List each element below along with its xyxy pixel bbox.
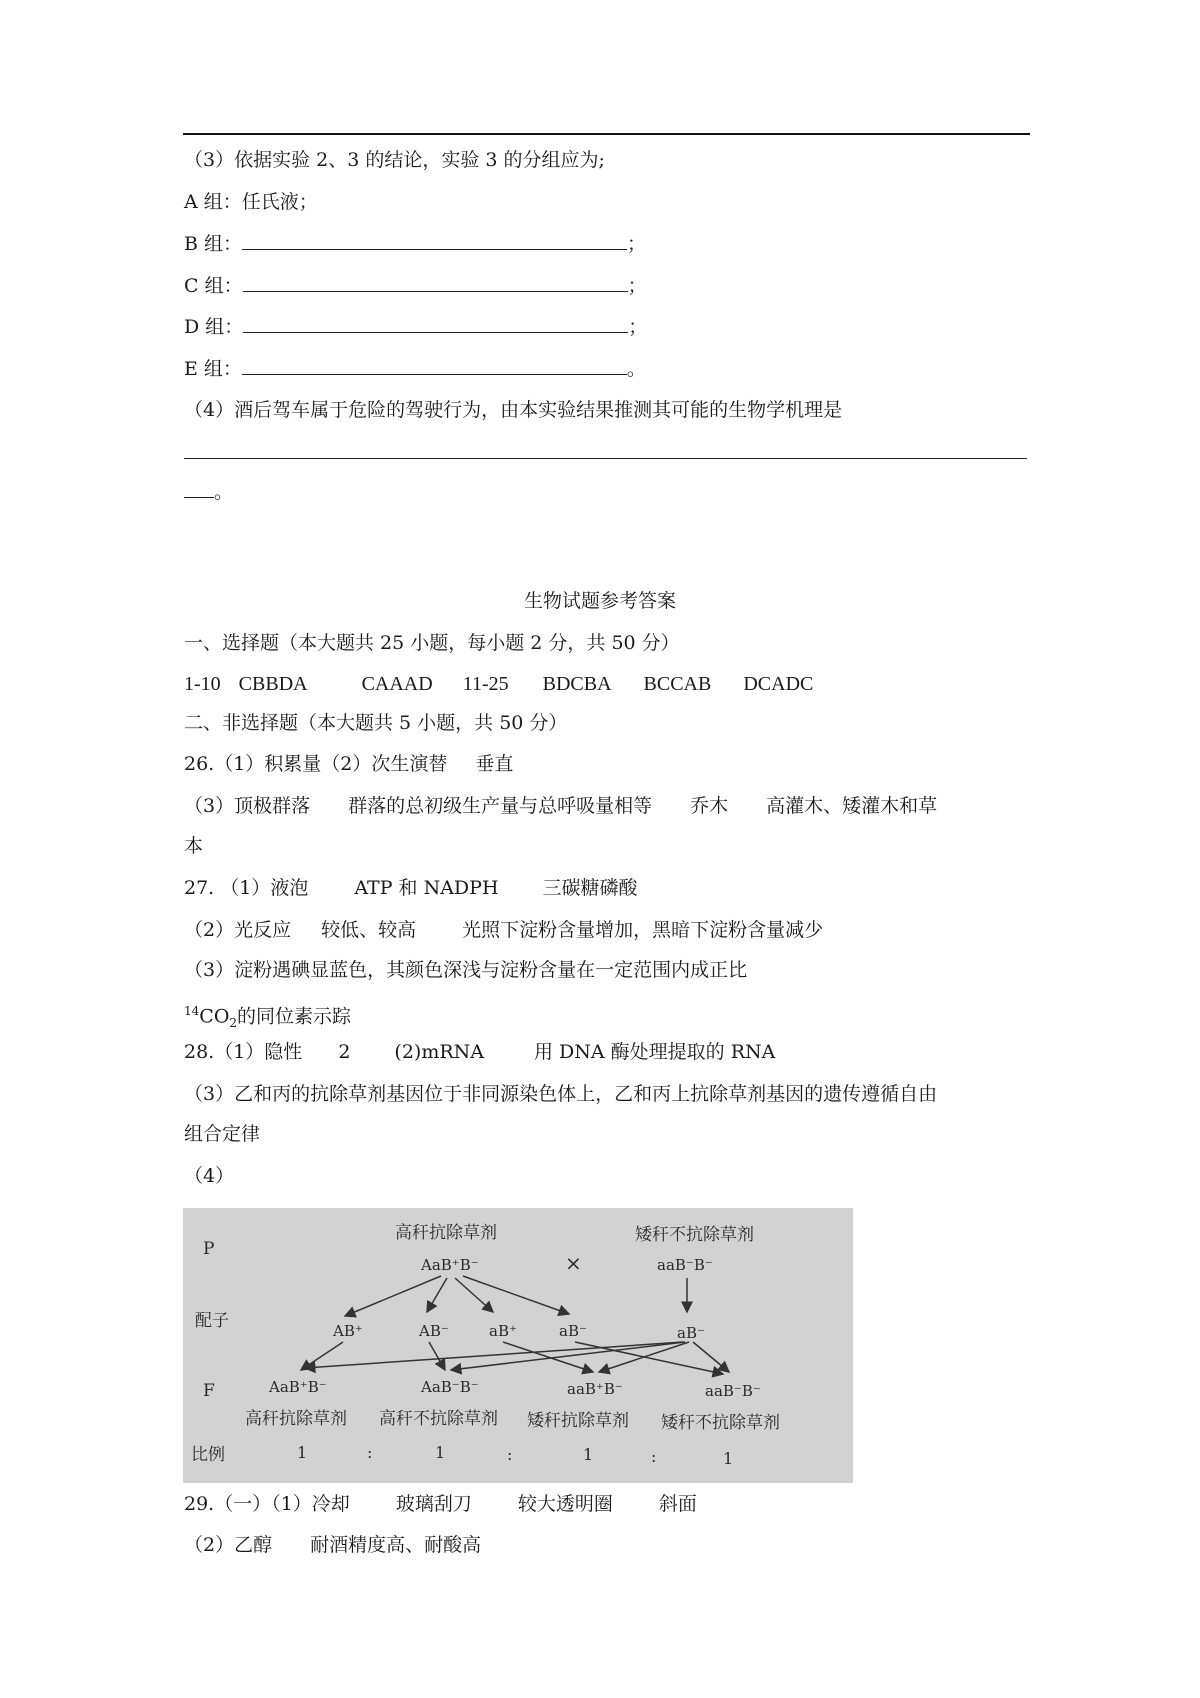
q28-line-1 [184,1040,775,1064]
offspring-1: AaB⁺B⁻ [269,1378,327,1396]
mc-r1-a: CBBDA [238,673,308,695]
phenotype-4: 矮秆不抗除草剂 [661,1413,780,1433]
offspring-4: aaB⁻B⁻ [705,1382,761,1400]
arrow-p1-g4 [463,1276,569,1314]
q29-a6: 耐酒精度高、耐酸高 [310,1534,482,1556]
q28-line-3: 组合定律 [184,1123,261,1145]
arrow-p2g-f4 [693,1342,729,1372]
group-b-blank[interactable] [242,231,627,250]
q29-a1: 29.（一）（1）冷却 [184,1493,350,1515]
group-e-blank[interactable] [242,356,627,375]
phenotype-2: 高秆不抗除草剂 [379,1409,498,1429]
group-c [184,273,647,298]
p-label: P [203,1239,215,1259]
q4-text: （4）酒后驾车属于危险的驾驶行为，由本实验结果推测其可能的生物学机理是 [184,399,843,421]
f-label: F [203,1381,215,1401]
co2-text: CO [199,1005,230,1028]
parent2-name: 矮秆不抗除草剂 [635,1225,754,1245]
mc-r2-b: BCCAB [643,673,712,695]
co2-subscript: 2 [229,1016,238,1031]
q4-answer-line [184,440,1027,465]
q29-a3: 较大透明圈 [517,1493,613,1515]
q28-a1: 28.（1）隐性 [184,1041,303,1063]
genetic-cross-diagram [183,1208,853,1483]
q29-a5: （2）乙醇 [184,1534,273,1556]
q26-line-2 [184,794,937,818]
group-e-end: 。 [626,358,646,380]
q26-a1: 26.（1）积累量（2）次生演替 [184,753,448,775]
q4-blank-2[interactable] [184,479,214,498]
ratio-label: 比例 [191,1445,225,1465]
arrow-p1-g3 [455,1278,493,1312]
group-c-end: ； [627,275,647,297]
group-d [184,314,647,339]
q26-a3: （3）顶极群落 [184,795,311,817]
ratio-3: 1 [583,1445,594,1464]
q4-blank-1[interactable] [184,440,1027,459]
group-e [184,356,646,381]
group-d-end: ； [628,316,648,338]
ratio-sep-2: : [507,1445,513,1464]
q26-a4: 群落的总初级生产量与总呼吸量相等 [348,795,653,817]
q26-a2: 垂直 [475,753,514,775]
answers-title: 生物试题参考答案 [523,590,676,612]
arrow-g3-f3 [503,1342,593,1372]
gamete-2: AB⁻ [419,1322,449,1340]
q26-a6: 高灌木、矮灌木和草 [766,795,938,817]
q27-line-2 [184,918,823,942]
cross-symbol: × [565,1251,582,1275]
group-c-blank[interactable] [243,273,628,292]
q26-line-3: 本 [184,835,204,857]
q27-line-1 [184,876,638,900]
q28-a2: 2 [338,1041,351,1063]
q29-a4: 斜面 [658,1493,697,1515]
group-b-end: ； [627,233,647,255]
q29-line-2 [184,1533,481,1557]
q28-line-4: （4） [184,1165,235,1187]
phenotype-1: 高秆抗除草剂 [245,1409,347,1429]
parent2-genotype: aaB⁻B⁻ [657,1256,713,1274]
ratio-sep-1: : [367,1443,373,1462]
q4-answer-line-2 [184,479,233,504]
q27-line-4 [184,999,351,1035]
q26-line-1 [184,752,513,776]
ratio-sep-3: : [651,1447,657,1466]
q28-line-2: （3）乙和丙的抗除草剂基因位于非同源染色体上，乙和丙上抗除草剂基因的遗传遵循自由 [184,1083,938,1105]
arrow-g2-f2 [429,1342,445,1370]
section-1-heading: 一、选择题（本大题共 25 小题，每小题 2 分，共 50 分） [184,632,680,654]
section-2-heading: 二、非选择题（本大题共 5 小题，共 50 分） [184,712,568,734]
group-b [184,231,646,256]
parent1-name: 高秆抗除草剂 [395,1223,497,1243]
offspring-3: aaB⁺B⁻ [567,1380,623,1398]
ratio-2: 1 [435,1443,446,1462]
gamete-4: aB⁻ [559,1322,587,1340]
genetic-cross-svg [183,1208,853,1483]
q27-a5: 较低、较高 [321,919,417,941]
q27-a6: 光照下淀粉含量增加，黑暗下淀粉含量减少 [462,919,824,941]
mc-r1-label: 1-10 [184,673,221,695]
mc-answers [184,672,813,696]
gamete-3: aB⁺ [489,1322,517,1340]
arrow-p1-g1 [345,1276,441,1316]
q29-a2: 玻璃刮刀 [395,1493,472,1515]
group-c-label: C 组： [184,275,243,297]
ratio-1: 1 [297,1443,308,1462]
parent1-genotype: AaB⁺B⁻ [421,1256,479,1274]
q27-a7: 的同位素示踪 [237,1005,352,1028]
mc-r1-b: CAAAD [361,673,433,695]
co2-superscript: 14 [184,1004,200,1018]
phenotype-3: 矮秆抗除草剂 [527,1411,629,1431]
ratio-4: 1 [723,1449,734,1468]
mc-r2-c: DCADC [743,673,814,695]
group-e-label: E 组： [184,358,242,380]
group-a: A 组：任氏液； [184,191,318,213]
top-rule [183,133,1030,135]
q27-a3: 三碳糖磷酸 [542,877,638,899]
mc-r2-a: BDCBA [542,673,612,695]
gamete-label: 配子 [195,1311,229,1331]
q28-a3: (2)mRNA [394,1041,484,1063]
q28-a4: 用 DNA 酶处理提取的 RNA [534,1041,776,1063]
q27-line-3: （3）淀粉遇碘显蓝色，其颜色深浅与淀粉含量在一定范围内成正比 [184,959,748,981]
group-b-label: B 组： [184,233,243,255]
offspring-2: AaB⁻B⁻ [421,1378,479,1396]
gamete-1: AB⁺ [333,1322,363,1340]
arrow-p1-g2 [427,1278,447,1312]
q26-a5: 乔木 [690,795,729,817]
q4-end: 。 [214,481,234,503]
group-d-blank[interactable] [243,314,628,333]
q3-intro: （3）依据实验 2、3 的结论，实验 3 的分组应为; [184,149,605,171]
mc-r2-label: 11-25 [462,673,509,695]
gamete-p2: aB⁻ [677,1324,705,1342]
q27-a1: 27. （1）液泡 [184,877,309,899]
q29-line-1 [184,1492,697,1516]
group-d-label: D 组： [184,316,244,338]
q27-a2: ATP 和 NADPH [354,877,499,899]
q27-a4: （2）光反应 [184,919,292,941]
